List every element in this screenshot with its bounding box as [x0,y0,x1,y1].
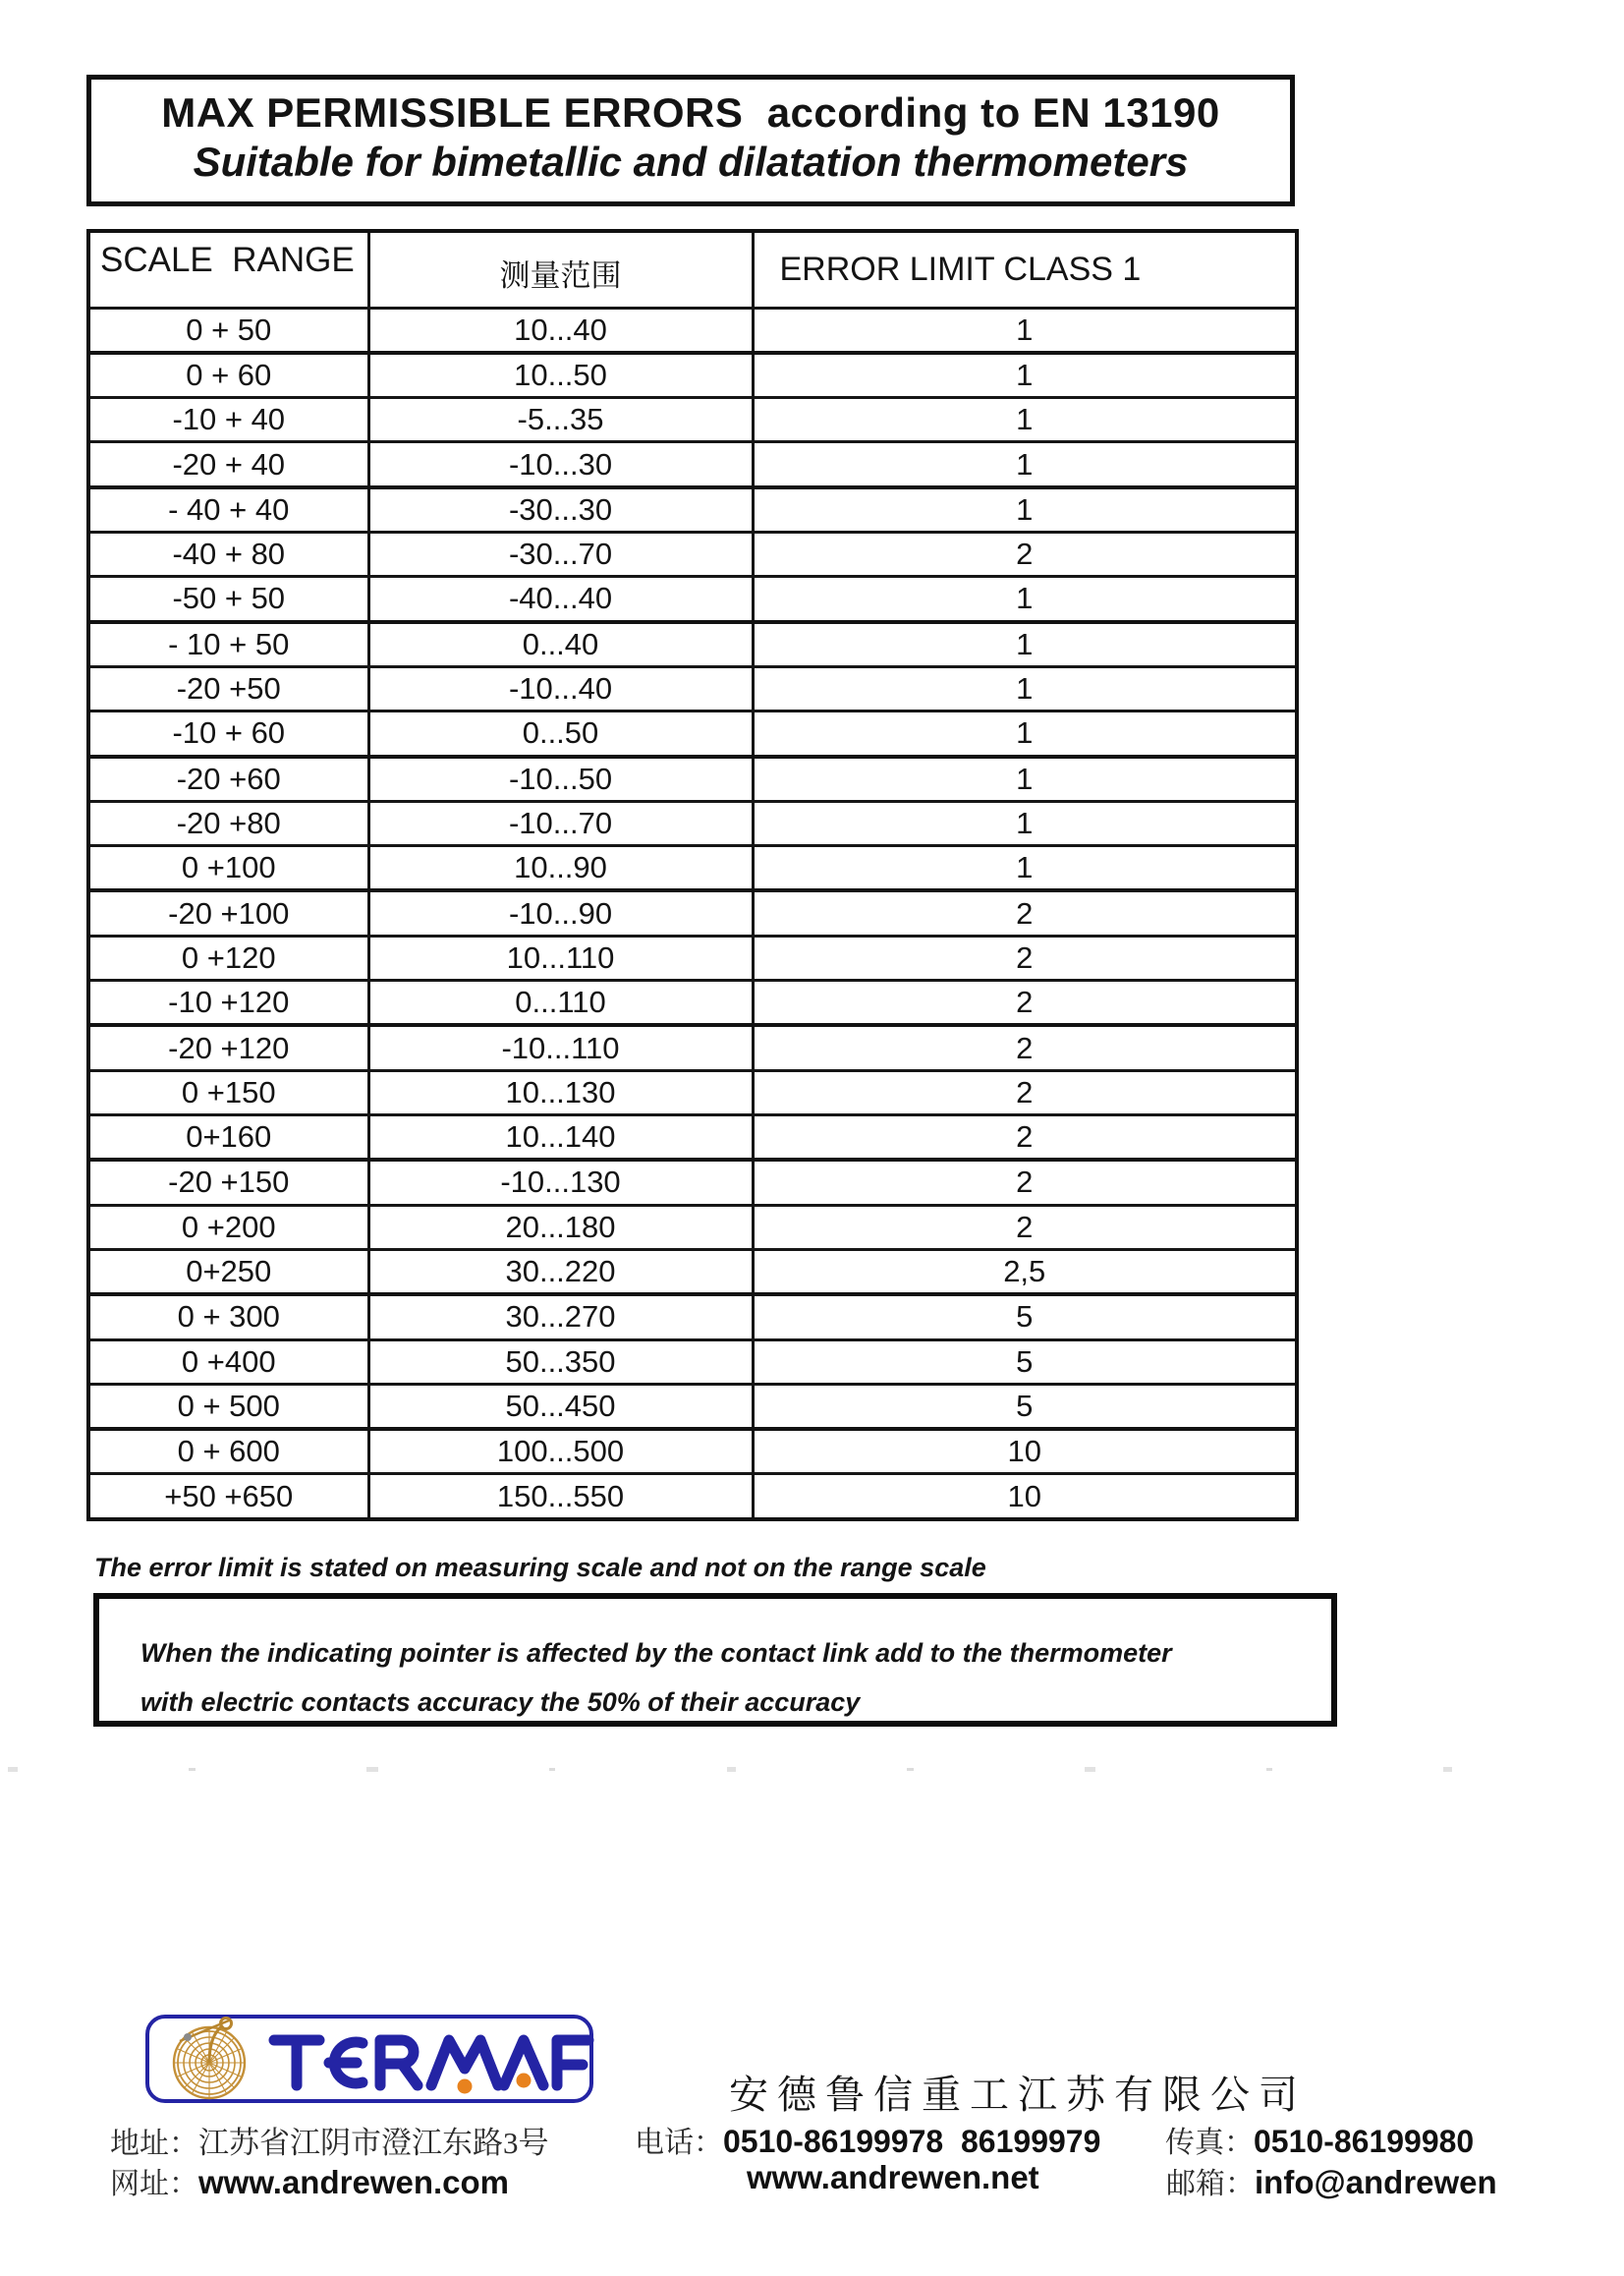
table-cell: 0 +150 [88,1070,368,1114]
table-cell: -50 + 50 [88,577,368,622]
note-box-line1: When the indicating pointer is affected by the contact link add to the thermometer [140,1638,1172,1668]
table-cell: 10 [753,1474,1297,1519]
table-row [88,487,1297,533]
table-cell: 2 [753,1160,1297,1205]
table-cell: 5 [753,1294,1297,1339]
table-cell: 10...130 [368,1070,753,1114]
table-cell: 1 [753,622,1297,667]
note-box [93,1593,1337,1727]
table-cell: 30...220 [368,1249,753,1294]
table-cell: -10 + 40 [88,398,368,442]
table-cell: -40 + 80 [88,533,368,577]
table-cell: -10...40 [368,666,753,711]
note-error-limit: The error limit is stated on measuring scale and not on the range scale [94,1553,986,1582]
table-cell: 2 [753,533,1297,577]
table-cell: 1 [753,846,1297,891]
table-cell: 0 + 50 [88,308,368,353]
table-cell: 1 [753,577,1297,622]
table-cell: -5...35 [368,398,753,442]
table-cell: -20 +80 [88,801,368,845]
table-cell: 0 +100 [88,846,368,891]
table-row [88,398,1297,442]
termaf-logo [144,2014,594,2104]
table-row [88,1294,1297,1339]
table-cell: -20 +120 [88,1025,368,1070]
table-cell: 1 [753,801,1297,845]
table-cell: 1 [753,308,1297,353]
document-subtitle: Suitable for bimetallic and dilatation thermometers [193,139,1189,185]
table-cell: 1 [753,666,1297,711]
website2-group [747,2159,1039,2196]
table-cell: 2 [753,890,1297,936]
table-cell: -10...70 [368,801,753,845]
table-cell: 1 [753,711,1297,757]
table-cell: 2 [753,1070,1297,1114]
company-name: 安德鲁信重工江苏有限公司 [729,2074,1307,2117]
fax-value: 0510-86199980 [1254,2124,1475,2159]
email-value[interactable]: info@andrewen [1255,2164,1497,2200]
table-cell: 1 [753,487,1297,533]
table-cell: 0 + 500 [88,1384,368,1429]
table-row [88,1384,1297,1429]
table-cell: 2 [753,981,1297,1026]
table-row [88,1025,1297,1070]
table-cell: 10...40 [368,308,753,353]
table-cell: 5 [753,1384,1297,1429]
table-row [88,890,1297,936]
address-label: 地址： [110,2128,198,2160]
table-cell: -20 +60 [88,757,368,802]
error-limit-table [86,229,1299,1521]
table-cell: 10 [753,1429,1297,1474]
table-row [88,1205,1297,1249]
phone-value: 0510-86199978 86199979 [723,2124,1101,2159]
table-cell: 2 [753,1025,1297,1070]
table-cell: 0 + 60 [88,353,368,398]
fax-label: 传真： [1165,2127,1254,2159]
table-cell: 0 + 300 [88,1294,368,1339]
table-cell: -40...40 [368,577,753,622]
table-row [88,666,1297,711]
email-label: 邮箱： [1166,2168,1255,2200]
table-cell: -20 +100 [88,890,368,936]
website-group [110,2159,509,2202]
table-cell: -10...130 [368,1160,753,1205]
table-row [88,308,1297,353]
email-group [1166,2159,1497,2202]
table-cell: 10...50 [368,353,753,398]
table-row [88,936,1297,980]
phone-label: 电话： [635,2127,723,2159]
column-header-scale-range: SCALE RANGE [88,231,368,308]
table-row [88,1339,1297,1384]
table-cell: -20 +50 [88,666,368,711]
table-cell: 2 [753,1205,1297,1249]
table-row [88,1070,1297,1114]
table-row [88,757,1297,802]
table-cell: 2 [753,1114,1297,1160]
coil-icon [174,2019,245,2099]
table-cell: 0...40 [368,622,753,667]
table-cell: 1 [753,353,1297,398]
error-table-body [88,308,1297,1519]
table-cell: -10 +120 [88,981,368,1026]
table-cell: 0...110 [368,981,753,1026]
table-cell: -10 + 60 [88,711,368,757]
fax-group [1165,2118,1474,2161]
website2-value[interactable]: www.andrewen.net [747,2159,1039,2195]
table-cell: -10...90 [368,890,753,936]
logo-dot-a [517,2074,532,2088]
table-cell: - 10 + 50 [88,622,368,667]
table-cell: 2,5 [753,1249,1297,1294]
table-cell: -10...110 [368,1025,753,1070]
address-group [110,2118,549,2162]
table-row [88,1429,1297,1474]
table-row [88,846,1297,891]
table-header-row [88,231,1297,308]
table-cell: 0+250 [88,1249,368,1294]
table-cell: 2 [753,936,1297,980]
table-row [88,353,1297,398]
table-cell: 1 [753,442,1297,487]
address-value: 江苏省江阴市澄江东路3号 [198,2126,549,2160]
table-row [88,577,1297,622]
table-cell: -20 + 40 [88,442,368,487]
table-cell: 5 [753,1339,1297,1384]
document-title: MAX PERMISSIBLE ERRORS according to EN 13190 [161,89,1220,136]
table-cell: 0 + 600 [88,1429,368,1474]
table-cell: 0+160 [88,1114,368,1160]
table-cell: 100...500 [368,1429,753,1474]
table-cell: 0...50 [368,711,753,757]
phone-group [635,2118,1100,2161]
table-cell: 0 +120 [88,936,368,980]
logo-dot-m [458,2079,473,2094]
column-header-measure-range: 测量范围 [368,231,753,308]
table-row [88,801,1297,845]
table-cell: 10...90 [368,846,753,891]
table-cell: -30...70 [368,533,753,577]
table-row [88,1249,1297,1294]
table-row [88,711,1297,757]
table-cell: 0 +200 [88,1205,368,1249]
logo-letters [274,2040,588,2085]
table-cell: 50...450 [368,1384,753,1429]
table-cell: 50...350 [368,1339,753,1384]
note-box-line2: with electric contacts accuracy the 50% of their accuracy [140,1687,861,1717]
table-header [88,231,1297,308]
table-cell: -10...50 [368,757,753,802]
title-box [86,75,1295,206]
table-cell: 20...180 [368,1205,753,1249]
table-cell: -30...30 [368,487,753,533]
column-header-error-limit: ERROR LIMIT CLASS 1 [753,231,1297,308]
table-cell: 10...140 [368,1114,753,1160]
table-cell: -10...30 [368,442,753,487]
table-row [88,622,1297,667]
table-cell: - 40 + 40 [88,487,368,533]
table-row [88,442,1297,487]
table-cell: 1 [753,398,1297,442]
table-cell: 30...270 [368,1294,753,1339]
table-row [88,1474,1297,1519]
website-label: 网址： [110,2168,198,2200]
scan-artifacts [8,1766,1452,1772]
table-row [88,1160,1297,1205]
table-cell: 150...550 [368,1474,753,1519]
table-row [88,981,1297,1026]
table-cell: 1 [753,757,1297,802]
table-row [88,1114,1297,1160]
table-cell: -20 +150 [88,1160,368,1205]
website-value[interactable]: www.andrewen.com [198,2164,510,2200]
table-cell: 10...110 [368,936,753,980]
table-row [88,533,1297,577]
table-cell: +50 +650 [88,1474,368,1519]
table-cell: 0 +400 [88,1339,368,1384]
